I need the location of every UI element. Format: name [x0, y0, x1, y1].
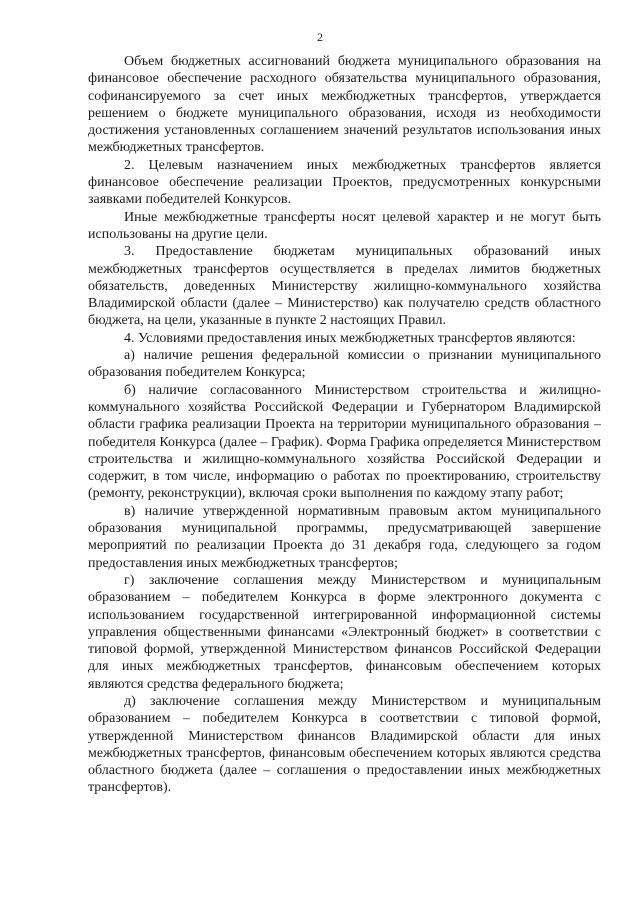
paragraph-target-nature: Иные межбюджетные трансферты носят целевой характер и не могут быть использованы на другие цели. [88, 209, 601, 242]
paragraph-3-provision: 3. Предоставление бюджетам муниципальных образований иных межбюджетных трансфертов осуществляется в пределах лимитов бюджетных обязательств, доведенных Министерству жилищно-коммунального хозяйства Владимирской области (далее – Министерство) как получателю средств областного бюджета, на цели, указанные в пункте 2 настоящих Правил. [88, 244, 601, 329]
condition-d: д) заключение соглашения между Министерством и муниципальным образованием – победителем Конкурса в соответствии с типовой формой, утвержденной Министерством финансов Владимирской области для иных межбюджетных трансфертов, финансовым обеспечением которых являются средства областного бюджета (далее – соглашения о предоставлении иных межбюджетных трансфертов). [88, 693, 601, 796]
paragraph-budget-volume: Объем бюджетных ассигнований бюджета муниципального образования на финансовое обеспечение расходного обязательства муниципального образования, софинансируемого за счет иных межбюджетных трансфертов, утверждается решением о бюджете муниципального образования, исходя из необходимости достижения установленных соглашением значений результатов использования иных межбюджетных трансфертов. [88, 54, 601, 156]
condition-v: в) наличие утвержденной нормативным правовым актом муниципального образования муниципальной программы, предусматривающей завершение мероприятий по реализации Проекта до 31 декабря года, следующего за годом предоставления иных межбюджетных трансфертов; [88, 503, 601, 571]
condition-g: г) заключение соглашения между Министерством и муниципальным образованием – победителем Конкурса в форме электронного документа с использованием государственной интегрированной информационной системы управления общественными финансами «Электронный бюджет» в соответствии с типовой формой, утвержденной Министерством финансов Российской Федерации для иных межбюджетных трансфертов, финансовым обеспечением которых являются средства федерального бюджета; [88, 572, 601, 692]
document-body [88, 53, 601, 797]
condition-b: б) наличие согласованного Министерством строительства и жилищно-коммунального хозяйства Российской Федерации и Губернатором Владимирской области графика реализации Проекта на территории муниципального образования – победителя Конкурса (далее – График). Форма Графика определяется Министерством строительства и жилищно-коммунального хозяйства Российской Федерации и содержит, в том числе, информацию о работах по проектированию, строительству (ремонту, реконструкции), включая сроки выполнения по каждому этапу работ; [88, 382, 601, 502]
condition-a: а) наличие решения федеральной комиссии о признании муниципального образования победителем Конкурса; [88, 348, 601, 381]
page-number: 2 [317, 30, 323, 44]
paragraph-4-conditions: 4. Условиями предоставления иных межбюджетных трансфертов являются: [124, 330, 576, 346]
paragraph-2-purpose: 2. Целевым назначением иных межбюджетных трансфертов является финансовое обеспечение реализации Проектов, предусмотренных конкурсными заявками победителей Конкурсов. [88, 157, 601, 208]
